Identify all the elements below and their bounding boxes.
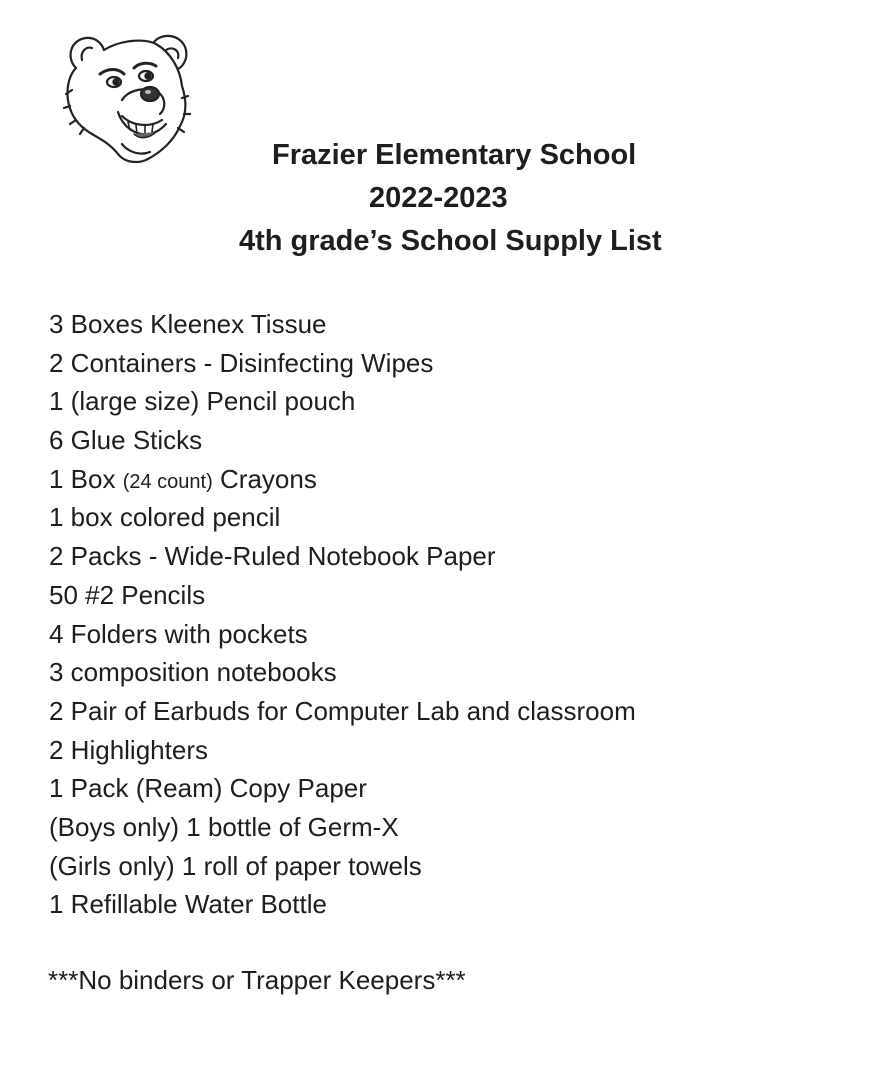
school-name: Frazier Elementary School xyxy=(272,139,637,171)
list-title: 4th grade’s School Supply List xyxy=(239,225,662,257)
list-item: 1 Refillable Water Bottle xyxy=(49,889,327,920)
list-item: 4 Folders with pockets xyxy=(49,618,308,649)
list-item: 2 Pair of Earbuds for Computer Lab and classroom xyxy=(49,695,636,726)
list-item: 2 Highlighters xyxy=(49,734,208,765)
list-item: 2 Containers - Disinfecting Wipes xyxy=(49,347,434,378)
supply-list xyxy=(49,305,636,924)
list-item: 6 Glue Sticks xyxy=(49,425,203,456)
list-item: 1 Pack (Ream) Copy Paper xyxy=(49,773,367,804)
list-item: (Boys only) 1 bottle of Germ-X xyxy=(49,811,399,842)
school-year: 2022-2023 xyxy=(369,182,508,214)
list-item: 1 box colored pencil xyxy=(49,502,281,533)
list-item: 1 (large size) Pencil pouch xyxy=(49,386,356,417)
list-item-count: (24 count) xyxy=(122,470,213,493)
list-item xyxy=(49,460,636,499)
list-item: 50 #2 Pencils xyxy=(49,579,206,610)
list-item-suffix: Crayons xyxy=(212,463,317,494)
list-item: 3 composition notebooks xyxy=(49,657,337,688)
list-item: 3 Boxes Kleenex Tissue xyxy=(49,309,327,339)
list-item: (Girls only) 1 roll of paper towels xyxy=(49,850,422,881)
bear-mascot-icon xyxy=(62,28,194,166)
list-item: 2 Packs - Wide-Ruled Notebook Paper xyxy=(49,541,496,572)
footer-note: ***No binders or Trapper Keepers*** xyxy=(48,965,466,995)
list-item-prefix: 1 Box xyxy=(49,463,123,494)
